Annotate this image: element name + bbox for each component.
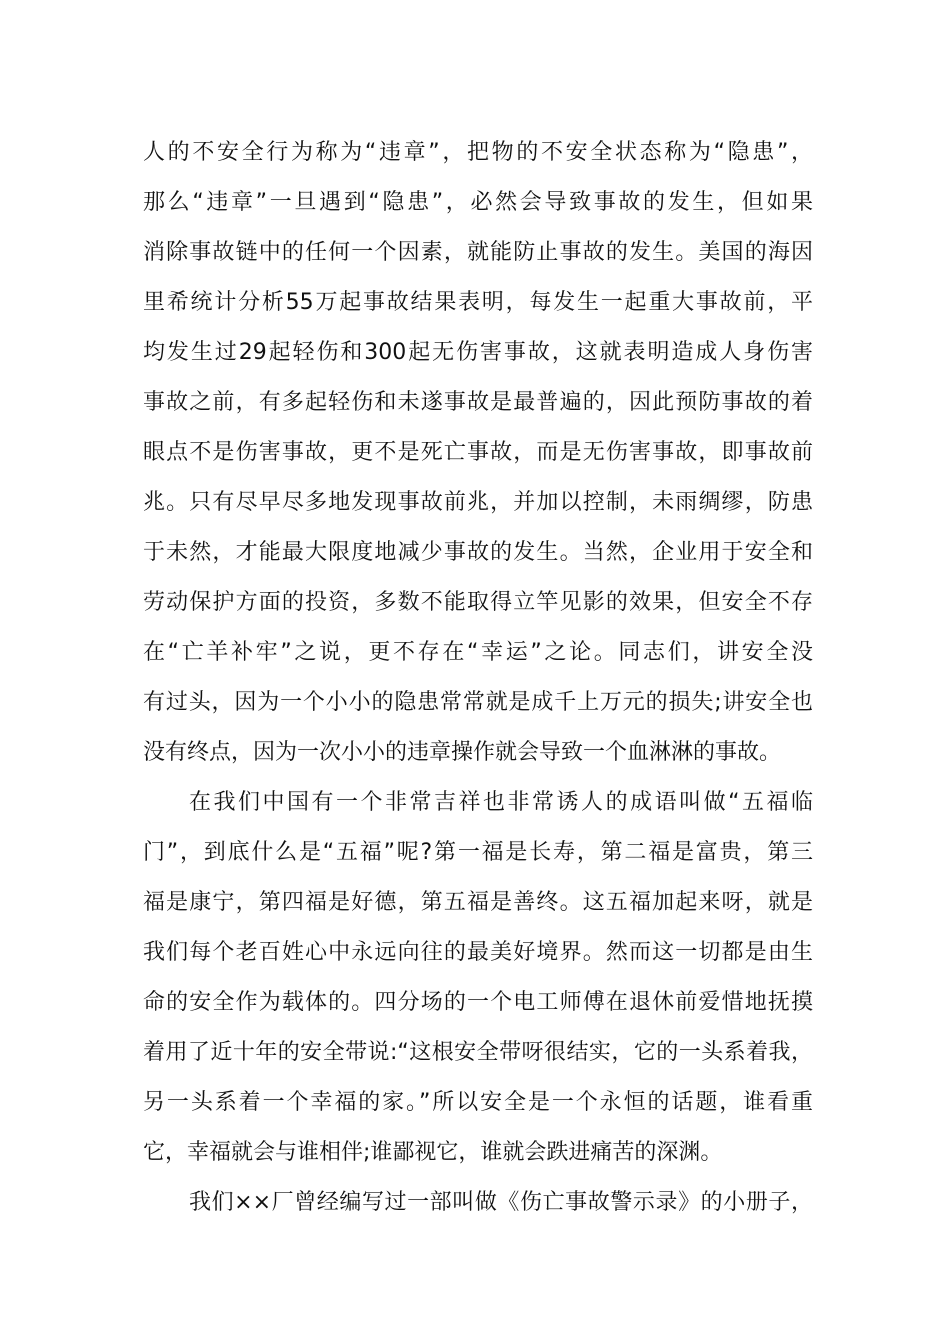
text-line: 门”，到底什么是“五福”呢?第一福是长寿，第二福是富贵，第三	[143, 840, 813, 865]
text-line: 那么“违章”一旦遇到“隐患”，必然会导致事故的发生，但如果	[143, 190, 813, 215]
text-line: 命的安全作为载体的。四分场的一个电工师傅在退休前爱惜地抚摸	[143, 990, 813, 1015]
text-line: 我们每个老百姓心中永远向往的最美好境界。然而这一切都是由生	[143, 940, 813, 965]
text-line: 有过头，因为一个小小的隐患常常就是成千上万元的损失;讲安全也	[143, 690, 813, 715]
text-line: 消除事故链中的任何一个因素，就能防止事故的发生。美国的海因	[143, 240, 813, 265]
text-line: 均发生过29起轻伤和300起无伤害事故，这就表明造成人身伤害	[143, 340, 813, 365]
text-line: 我们××厂曾经编写过一部叫做《伤亡事故警示录》的小册子，	[189, 1190, 813, 1215]
text-line: 另一头系着一个幸福的家。”所以安全是一个永恒的话题，谁看重	[143, 1090, 813, 1115]
text-line: 于未然，才能最大限度地减少事故的发生。当然，企业用于安全和	[143, 540, 813, 565]
text-line: 在“亡羊补牢”之说，更不存在“幸运”之论。同志们，讲安全没	[143, 640, 813, 665]
text-line: 人的不安全行为称为“违章”，把物的不安全状态称为“隐患”，	[143, 140, 813, 165]
text-line: 事故之前，有多起轻伤和未遂事故是最普遍的，因此预防事故的着	[143, 390, 813, 415]
text-line: 眼点不是伤害事故，更不是死亡事故，而是无伤害事故，即事故前	[143, 440, 813, 465]
text-line: 福是康宁，第四福是好德，第五福是善终。这五福加起来呀，就是	[143, 890, 813, 915]
text-line: 它，幸福就会与谁相伴;谁鄙视它，谁就会跌进痛苦的深渊。	[143, 1140, 723, 1165]
text-line: 没有终点，因为一次小小的违章操作就会导致一个血淋淋的事故。	[143, 740, 782, 765]
text-line: 劳动保护方面的投资，多数不能取得立竿见影的效果，但安全不存	[143, 590, 813, 615]
text-line: 在我们中国有一个非常吉祥也非常诱人的成语叫做“五福临	[189, 790, 813, 815]
text-line: 里希统计分析55万起事故结果表明，每发生一起重大事故前，平	[143, 290, 813, 315]
text-line: 兆。只有尽早尽多地发现事故前兆，并加以控制，未雨绸缪，防患	[143, 490, 813, 515]
text-line: 着用了近十年的安全带说:“这根安全带呀很结实，它的一头系着我，	[143, 1040, 813, 1065]
document-body	[143, 128, 813, 1228]
